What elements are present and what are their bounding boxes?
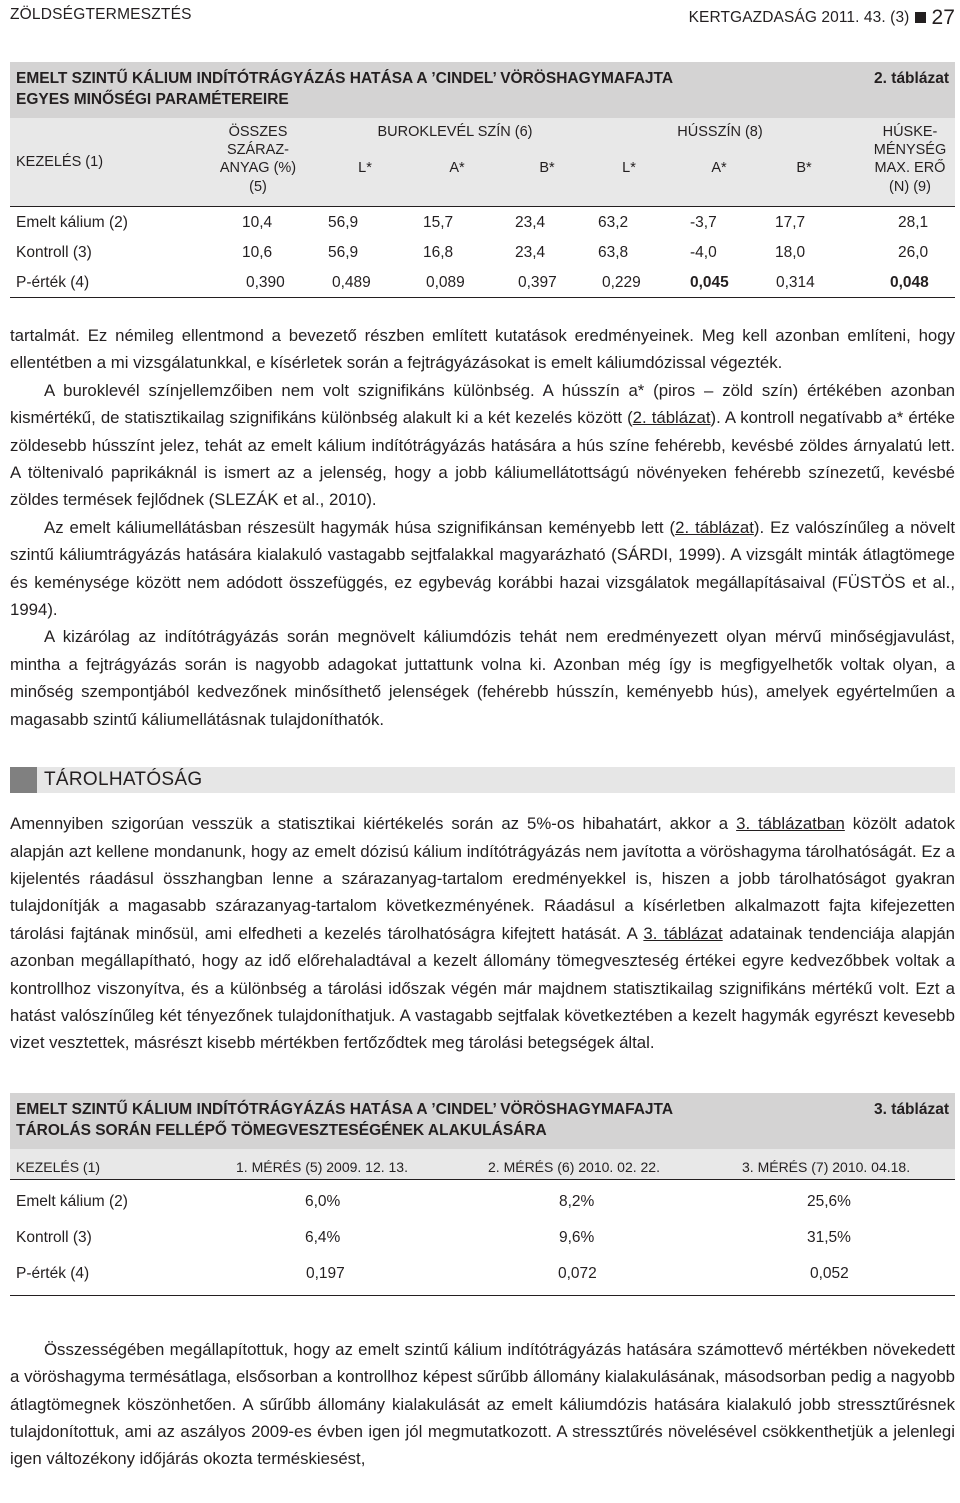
- body-text-a: [10, 322, 955, 733]
- table-row: [10, 237, 955, 267]
- cell: 0,089: [426, 274, 465, 291]
- cell: -4,0: [690, 244, 717, 261]
- cell: 15,7: [423, 214, 454, 231]
- text-run: közölt adatok alapján azt kellene mondanunk, hogy az emelt dózisú kálium indítótrágyázás nem javította a vöröshagyma tárolhatóságát. Ez a kijelentés ráadásul összhangban lenne a szárazanyag-tartalom eredményekkel is, hiszen a jobb tárolhatóságot gyakran tulajdonítják a magasabb szárazanyag-tartalom következményének. Ráadásul a kísérletben alkalmazott fajta kifejezetten tárolási fajtának minősül, ami elfedheti a kezelés tárolhatóságra kifejtett hatását. A: [10, 814, 955, 943]
- body-text-c: [10, 1336, 955, 1473]
- journal-info: [689, 6, 955, 30]
- page-number: 27: [931, 6, 955, 29]
- text-run: Az emelt káliumellátásban részesült hagymák húsa szignifikánsan keményebb lett (: [44, 517, 676, 537]
- col-osszes-line2: SZÁRAZ-: [226, 142, 290, 158]
- cell: 63,2: [598, 214, 629, 231]
- col-meres-1: 1. MÉRÉS (5) 2009. 12. 13.: [236, 1158, 408, 1175]
- text-run: A buroklevél színjellemzőiben nem volt szignifikáns különbség. A hússzín a* (piros – zöld szín) értékében azonban kismértékű, de statisztikailag szignifikáns különbség alakult ki a két kezelés között (: [10, 380, 955, 428]
- table2-header: [10, 118, 955, 207]
- group-husszin: HÚSSZÍN (8): [677, 124, 763, 140]
- cell: 56,9: [328, 244, 359, 261]
- cell: 17,7: [775, 214, 806, 231]
- text-run: Amennyiben szigorúan vesszük a statisztikai kiértékelés során az 5%-os hibahatárt, akkor a: [10, 814, 737, 834]
- table3-title-line2: TÁROLÁS SORÁN FELLÉPŐ TÖMEGVESZTESÉGÉNEK ALAKULÁSÁRA: [16, 1121, 547, 1139]
- section-label: ZÖLDSÉGTERMESZTÉS: [10, 6, 192, 23]
- text-run: ). Ez valószínűleg a növelt szintű káliumtrágyázás hatására kialakuló vastagabb sejtfalakkal magyarázható (SÁRDI, 1999). A vizsgált minták átlagtömege és keménysége között nem adódott összefüggés, ez egybevág korábbi hazai vizsgálatok megállapításaival (FÜSTÖS et al., 1994).: [10, 517, 955, 620]
- cell-significant: 0,045: [690, 274, 729, 291]
- row-label: Emelt kálium (2): [16, 1192, 128, 1210]
- cell: 23,4: [515, 244, 546, 261]
- paragraph: [10, 514, 955, 624]
- paragraph: [10, 377, 955, 514]
- col-osszes-line1: ÖSSZES: [228, 124, 288, 140]
- cell-significant: 0,048: [890, 274, 929, 291]
- cell: -3,7: [690, 214, 717, 231]
- cell: 56,9: [328, 214, 359, 231]
- table-reference-link[interactable]: 3. táblázatban: [736, 814, 845, 834]
- table-reference-link[interactable]: 3. táblázat: [643, 923, 723, 943]
- table3-number: 3. táblázat: [874, 1100, 949, 1118]
- row-label: Emelt kálium (2): [16, 214, 128, 231]
- cell: 28,1: [898, 214, 929, 231]
- cell: 0,072: [558, 1264, 597, 1282]
- col-huske-line1: HÚSKE-: [882, 124, 938, 140]
- cell: 26,0: [898, 244, 929, 261]
- cell: 0,197: [306, 1264, 345, 1282]
- col-huske-line4: (N) (9): [889, 179, 931, 195]
- table-row: [10, 1255, 955, 1291]
- row-label: P-érték (4): [16, 274, 90, 291]
- section-marker: [10, 767, 37, 793]
- row-label: P-érték (4): [16, 1264, 90, 1282]
- table-row: [10, 207, 955, 237]
- text-run: ). A kontroll negatívabb a* értéke zöldesebb hússzínt jelez, tehát az emelt kálium indítótrágyázás hatására a hús színe fehérebb, kevésbé zöldes árnyalatú lett. A töltenivaló paprikáknál is ismert az a jelenség, hogy a jobb káliumellátottságú növényeken fehérebb színezetű, kevésbé zöldes termések fejlődnek (SLEZÁK et al., 2010).: [10, 408, 955, 510]
- table3: [10, 1093, 955, 1296]
- paragraph: Összességében megállapítottuk, hogy az emelt szintű kálium indítótrágyázás hatására számottevő mértékben növekedett a vöröshagyma termésátlaga, elsősorban a kontrollhoz képest sűrűbb állomány kialakulásának, másodsorban pedig a nagyobb átlagtömegnek köszönhetően. A sűrűbb állomány kialakulását az emelt káliumdózis hatására kialakuló jobb stressztűrésnek tulajdonítottuk, ami az aszályos 2009-es évben igen jól megmutatkozott. A stressztűrés növelésével csökkenthetjük a jelenlegi igen változékony időjárás okozta terméskiesést,: [10, 1339, 955, 1469]
- journal-citation: KERTGAZDASÁG 2011. 43. (3): [688, 9, 910, 26]
- table-reference-link[interactable]: 2. táblázat: [675, 517, 754, 537]
- table2-caption: [10, 62, 955, 118]
- group-buroklevel: BUROKLEVÉL SZÍN (6): [377, 124, 533, 140]
- col-kezeles: KEZELÉS (1): [16, 154, 104, 170]
- journal-page: [10, 0, 955, 1473]
- running-header: [10, 0, 955, 40]
- cell: 0,052: [810, 1264, 849, 1282]
- cell: 23,4: [515, 214, 546, 231]
- cell: 31,5%: [807, 1228, 851, 1246]
- section-heading: [10, 767, 955, 793]
- paragraph: [10, 810, 955, 1057]
- col-meres-2: 2. MÉRÉS (6) 2010. 02. 22.: [488, 1158, 660, 1175]
- col-huske-line3: MAX. ERŐ: [874, 160, 946, 176]
- table3-header: [10, 1149, 955, 1180]
- cell: 6,4%: [305, 1228, 341, 1246]
- cell: 16,8: [423, 244, 454, 261]
- table-row: [10, 1219, 955, 1255]
- paragraph: A kizárólag az indítótrágyázás során megnövelt káliumdózis tehát nem eredményezett olyan mérvű minőségjavulást, mintha a fejtrágyázás során is nagyobb adagokat juttattunk volna ki. Azonban még így is megfigyelhetők voltak olyan, a minőség szempontjából kedvezőnek minősíthető jelenségek (fehérebb hússzín, keményebb hús), amelyek egyértelműen a magasabb szintű káliumellátásnak tulajdoníthatók.: [10, 627, 955, 729]
- cell: 25,6%: [807, 1192, 851, 1210]
- cell: 0,489: [332, 274, 371, 291]
- cell: 0,397: [518, 274, 557, 291]
- cell: 10,4: [242, 214, 273, 231]
- sub-col-B-husszin: B*: [796, 160, 812, 176]
- sub-col-L-husszin: L*: [622, 160, 636, 176]
- cell: 6,0%: [305, 1192, 341, 1210]
- col-kezeles: KEZELÉS (1): [16, 1158, 101, 1175]
- table2-title-line2: EGYES MINŐSÉGI PARAMÉTEREIRE: [16, 91, 289, 108]
- row-label: Kontroll (3): [16, 1228, 92, 1246]
- col-huske-line2: MÉNYSÉG: [873, 142, 947, 158]
- cell: 0,390: [246, 274, 285, 291]
- sub-col-B-buroklevel: B*: [539, 160, 555, 176]
- table-reference-link[interactable]: 2. táblázat: [632, 408, 711, 428]
- text-run: adatainak tendenciája alapján azonban megállapítható, hogy az idő előrehaladtával a kezelt állomány tömegveszteség értékei egyre kedvezőbbek voltak a kontrollhoz viszonyítva, és a különbség a tárolási időszak végén már majdnem statisztikailag szignifikáns mértékű volt. Ezt a hatást valószínűleg két tényezőnek tulajdoníthatjuk. A vastagabb sejtfalak következtében a kezelt hagymák egyrészt kevesebb vizet vesztettek, másrészt kisebb mértékben fertőződtek meg tárolási betegségek által.: [10, 923, 956, 1053]
- cell: 0,229: [602, 274, 641, 291]
- table2-number: 2. táblázat: [874, 70, 949, 87]
- sub-col-A-husszin: A*: [711, 160, 727, 176]
- cell: 63,8: [598, 244, 629, 261]
- cell: 18,0: [775, 244, 806, 261]
- table3-body: [10, 1180, 955, 1296]
- sub-col-L-buroklevel: L*: [358, 160, 372, 176]
- section-title: TÁROLHATÓSÁG: [44, 769, 203, 791]
- col-meres-3: 3. MÉRÉS (7) 2010. 04.18.: [742, 1158, 911, 1175]
- col-osszes-line3: ANYAG (%): [219, 160, 297, 176]
- col-osszes-line4: (5): [249, 179, 267, 195]
- table-row: [10, 267, 955, 297]
- square-bullet-icon: [915, 12, 926, 23]
- sub-col-A-buroklevel: A*: [449, 160, 465, 176]
- paragraph: tartalmát. Ez némileg ellentmond a bevezető részben említett kutatások eredményeinek. Meg kell azonban említeni, hogy ellentétben a mi vizsgálatunkkal, e kísérletek során a fejtrágyázásokat is emelt káliumdózissal végezték.: [10, 326, 955, 373]
- table2-body: [10, 207, 955, 298]
- cell: 10,6: [242, 244, 273, 261]
- cell: 8,2%: [559, 1192, 595, 1210]
- cell: 0,314: [776, 274, 815, 291]
- cell: 9,6%: [559, 1228, 595, 1246]
- row-label: Kontroll (3): [16, 244, 92, 261]
- table2-title-line1: EMELT SZINTŰ KÁLIUM INDÍTÓTRÁGYÁZÁS HATÁSA A ’CINDEL’ VÖRÖSHAGYMAFAJTA: [16, 70, 674, 87]
- table-row: [10, 1183, 955, 1219]
- table3-title-line1: EMELT SZINTŰ KÁLIUM INDÍTÓTRÁGYÁZÁS HATÁSA A ’CINDEL’ VÖRÖSHAGYMAFAJTA: [16, 1100, 674, 1118]
- table3-caption: [10, 1093, 955, 1149]
- body-text-b: [10, 810, 955, 1057]
